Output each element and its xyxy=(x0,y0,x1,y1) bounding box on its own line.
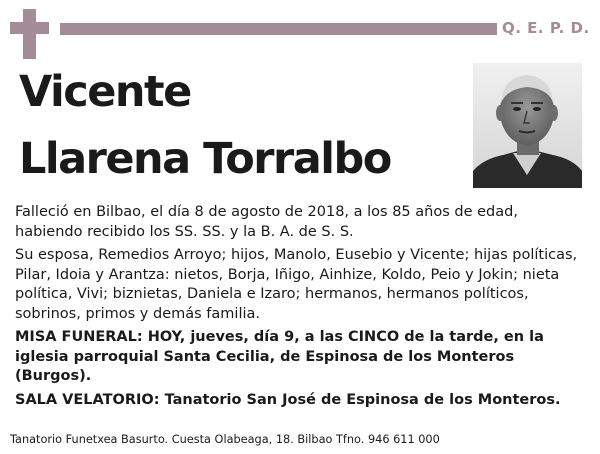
funeral-home-footer: Tanatorio Funetxea Basurto. Cuesta Olabeaga, 18. Bilbao Tfno. 946 611 000 xyxy=(10,433,440,446)
deceased-surnames: Llarena Torralbo xyxy=(19,134,391,184)
cross-icon xyxy=(23,9,36,59)
wake-paragraph: SALA VELATORIO: Tanatorio San José de Espinosa de los Monteros. xyxy=(15,391,561,408)
header-divider xyxy=(60,23,497,35)
death-paragraph: Falleció en Bilbao, el día 8 de agosto de 2018, a los 85 años de edad, habiendo recibido los SS. SS. y la B. A. de S. S. xyxy=(15,204,518,240)
family-paragraph: Su esposa, Remedios Arroyo; hijos, Manolo, Eusebio y Vicente; hijas políticas, Pilar, Idoia y Arantza: nietos, Borja, Iñigo, Ainhize, Koldo, Peio y Jokin; nieta política, Vivi; biznietas, Daniela e Izaro; hermanos, hermanos políticos, sobrinos, primos y demás familia. xyxy=(15,247,578,322)
cross-icon-arm xyxy=(10,22,49,34)
qepd-label: Q. E. P. D. xyxy=(502,19,590,37)
funeral-paragraph: MISA FUNERAL: HOY, jueves, día 9, a las CINCO de la tarde, en la iglesia parroquial Santa Cecilia, de Espinosa de los Monteros (Burgos). xyxy=(15,329,544,384)
deceased-first-name: Vicente xyxy=(19,67,191,117)
portrait-photo xyxy=(473,63,582,188)
obituary-body xyxy=(15,203,590,414)
